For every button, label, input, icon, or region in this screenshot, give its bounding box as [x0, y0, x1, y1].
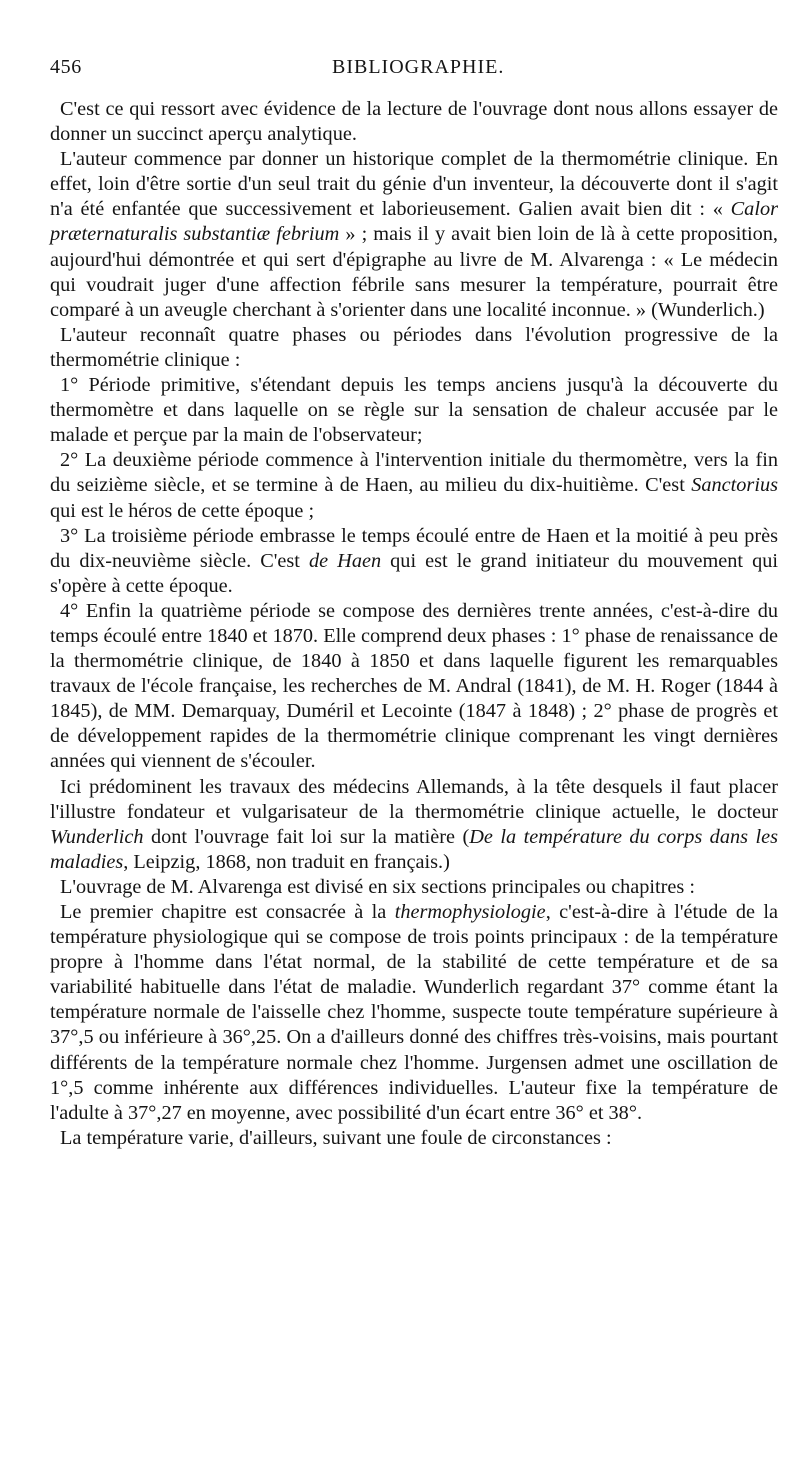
- body-text: [50, 97, 778, 1151]
- paragraph-period-3: 3° La troisième période embrasse le temps écoulé entre de Haen et la moitié à peu près du dix-neuvième siècle. C'est de Haen qui est le grand initiateur du mouvement qui s'opère à cette époque.: [50, 524, 778, 597]
- italic-name: Wunderlich: [50, 825, 144, 848]
- italic-name: de Haen: [308, 549, 382, 572]
- paragraph-period-4: 4° Enfin la quatrième période se compose des dernières trente années, c'est-à-dire du temps écoulé entre 1840 et 1870. Elle comprend deux phases : 1° phase de renaissance de la thermométrie clinique, de 1840 à 1850 et dans laquelle figurent les remarquables travaux de l'école française, les recherches de M. Andral (1841), de M. H. Roger (1844 à 1845), de MM. Demarquay, Duméril et Lecointe (1847 à 1848) ; 2° phase de progrès et de développement rapides de la thermométrie clinique comprenant les vingt dernières années qui viennent de s'écouler.: [50, 599, 778, 773]
- section-title: BIBLIOGRAPHIE.: [332, 56, 505, 78]
- paragraph-variation: La température varie, d'ailleurs, suivant une foule de circonstances :: [60, 1126, 612, 1149]
- paragraph-german-school: Ici prédominent les travaux des médecins Allemands, à la tête desquels il faut placer l'illustre fondateur et vulgarisateur de la thermométrie clinique actuelle, le docteur Wunderlich dont l'ouvrage fait loi sur la matière (De la température du corps dans les maladies, Leipzig, 1868, non traduit en français.): [50, 775, 778, 873]
- page-number: 456: [50, 56, 82, 78]
- running-header: [50, 56, 778, 86]
- italic-name: Sanctorius: [691, 474, 778, 497]
- italic-term: thermophysiologie: [394, 901, 546, 923]
- paragraph-period-1: 1° Période primitive, s'étendant depuis les temps anciens jusqu'à la découverte du thermomètre et dans laquelle on se règle sur la sensation de chaleur accusée par le malade et perçue par la main de l'observateur;: [50, 374, 778, 447]
- paragraph-chapter-1: Le premier chapitre est consacrée à la thermophysiologie, c'est-à-dire à l'étude de la température physiologique qui se compose de trois points principaux : de la température propre à l'homme dans l'état normal, de la stabilité de cette température et de sa variabilité habituelle dans l'état de maladie. Wunderlich regardant 37° comme étant la température normale de l'aisselle chez l'homme, suspecte toute température supérieure à 37°,5 ou inférieure à 36°,25. On a d'ailleurs donné des chiffres très-voisins, mais pourtant différents de la température normale chez l'homme. Jurgensen admet une oscillation de 1°,5 comme inhérente aux différences individuelles. L'auteur fixe la température de l'adulte à 37°,27 en moyenne, avec possibilité d'un écart entre 36° et 38°.: [50, 901, 779, 1124]
- paragraph-history: L'auteur commence par donner un historique complet de la thermométrie clinique. En effet, loin d'être sortie d'un seul trait du génie d'un inventeur, la découverte dont il s'agit n'a été enfantée que successivement et laborieusement. Galien avait bien dit : « Calor præternaturalis substantiæ febrium » ; mais il y avait bien loin de là à cette proposition, aujourd'hui démontrée et qui sert d'épigraphe au livre de M. Alvarenga : « Le médecin qui voudrait juger d'une affection fébrile sans mesurer la température, pourrait être comparé à un aveugle cherchant à s'orienter dans une localité inconnue. » (Wunderlich.): [50, 148, 779, 321]
- latin-quote: Calor præternaturalis substantiæ febrium: [50, 198, 778, 246]
- paragraph-phases: L'auteur reconnaît quatre phases ou périodes dans l'évolution progressive de la thermométrie clinique :: [50, 323, 778, 371]
- italic-book-title: De la température du corps dans les maladies: [50, 825, 778, 873]
- paragraph-intro: C'est ce qui ressort avec évidence de la lecture de l'ouvrage dont nous allons essayer de donner un succinct aperçu analytique.: [50, 98, 778, 146]
- paragraph-sections: L'ouvrage de M. Alvarenga est divisé en six sections principales ou chapitres :: [60, 875, 696, 898]
- paragraph-period-2: 2° La deuxième période commence à l'intervention initiale du thermomètre, vers la fin du seizième siècle, et se termine à de Haen, au milieu du dix-huitième. C'est Sanctorius qui est le héros de cette époque ;: [50, 449, 778, 522]
